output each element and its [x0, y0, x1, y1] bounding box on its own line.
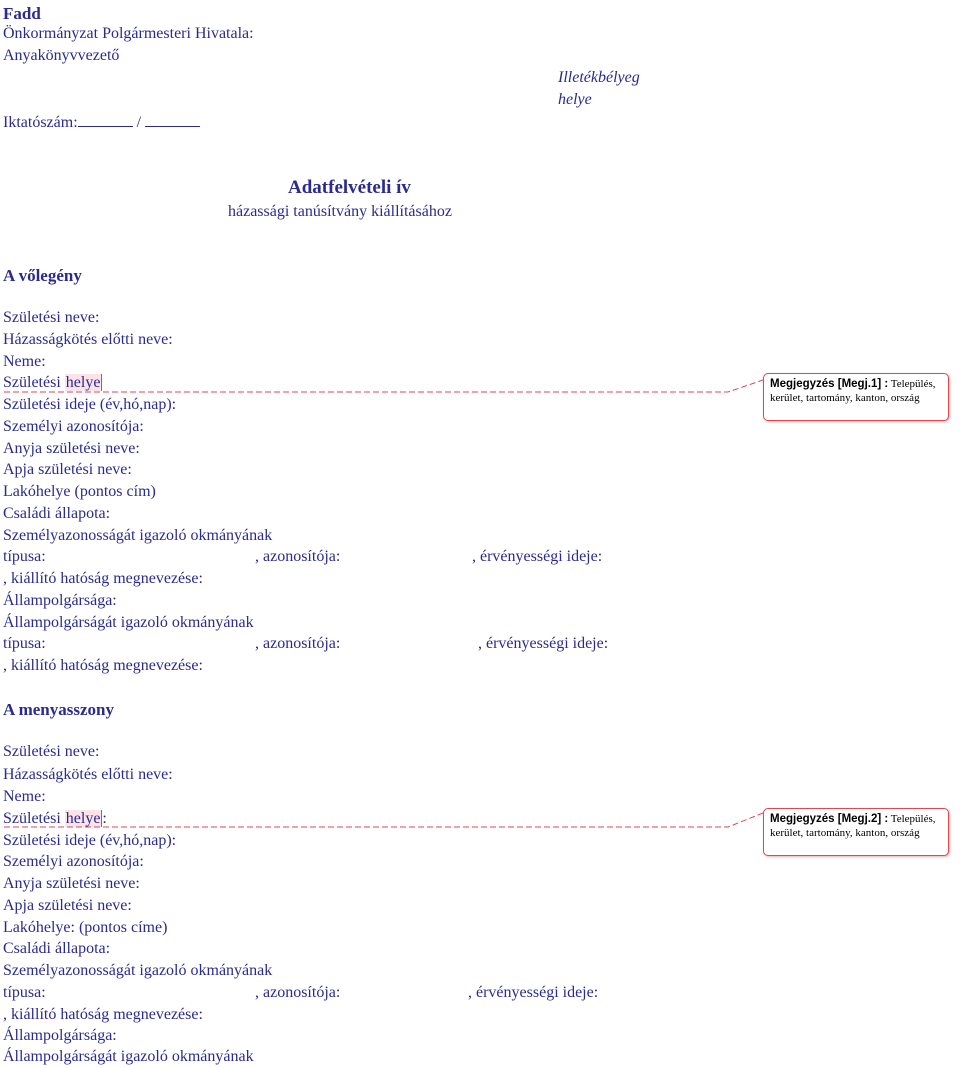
groom-father-name: Apja születési neve:	[3, 461, 132, 478]
bride-sex: Neme:	[3, 788, 46, 805]
comment-balloon-1[interactable]	[763, 373, 949, 421]
groom-id-validity: , érvényességi ideje:	[472, 548, 603, 565]
groom-marital-status: Családi állapota:	[3, 505, 111, 522]
groom-residence: Lakóhelye (pontos cím)	[3, 483, 156, 500]
bride-birthplace-label: Születési	[3, 810, 65, 827]
groom-mother-name: Anyja születési neve:	[3, 440, 140, 457]
groom-cit-issuer: , kiállító hatóság megnevezése:	[3, 657, 203, 674]
bride-birthplace-colon: :	[102, 810, 107, 827]
document-subtitle: házassági tanúsítvány kiállításához	[228, 203, 452, 220]
groom-birth-name: Születési neve:	[3, 309, 100, 326]
bride-birthplace-highlight[interactable]: helye	[65, 810, 101, 827]
groom-citizenship-document: Állampolgárságát igazoló okmányának	[3, 614, 254, 631]
bride-father-name: Apja születési neve:	[3, 897, 132, 914]
registry-separator: /	[136, 114, 142, 131]
groom-id-number: , azonosítója:	[255, 548, 341, 565]
bride-birthdate: Születési ideje (év,hó,nap):	[3, 832, 177, 849]
document-title: Adatfelvételi ív	[288, 177, 411, 198]
groom-cit-number: , azonosítója:	[255, 635, 341, 652]
groom-birthplace-label: Születési	[3, 374, 65, 391]
groom-id-issuer: , kiállító hatóság megnevezése:	[3, 570, 203, 587]
comment-balloon-2[interactable]	[763, 808, 949, 856]
stamp-line2: helye	[558, 91, 592, 108]
bride-id-issuer: , kiállító hatóság megnevezése:	[3, 1006, 203, 1023]
bride-birth-name: Születési neve:	[3, 743, 100, 760]
comment-2-text: Település, kerület, tartomány, kanton, ország	[770, 813, 936, 839]
comment-1-label: Megjegyzés [Megj.1] :	[770, 378, 889, 390]
groom-citizenship: Állampolgársága:	[3, 592, 117, 609]
groom-cit-type: típusa:	[3, 635, 46, 652]
registry-label: Iktatószám:	[3, 114, 78, 131]
groom-cit-validity: , érvényességi ideje:	[478, 635, 609, 652]
bride-marital-status: Családi állapota:	[3, 940, 111, 957]
bride-pre-marriage-name: Házasságkötés előtti neve:	[3, 766, 173, 783]
office-name: Fadd	[3, 4, 41, 23]
groom-id-type: típusa:	[3, 548, 46, 565]
bride-personal-id: Személyi azonosítója:	[3, 853, 144, 870]
bride-id-document: Személyazonosságát igazoló okmányának	[3, 962, 273, 979]
comment-1-text: Település, kerület, tartomány, kanton, ország	[770, 378, 936, 404]
groom-heading: A vőlegény	[3, 266, 82, 285]
comment-2-connector	[4, 813, 763, 827]
office-line1: Önkormányzat Polgármesteri Hivatala:	[3, 25, 254, 42]
stamp-line1: Illetékbélyeg	[558, 69, 640, 86]
comment-2-label: Megjegyzés [Megj.2] :	[770, 813, 889, 825]
bride-id-number: , azonosítója:	[255, 984, 341, 1001]
groom-sex: Neme:	[3, 353, 46, 370]
bride-heading: A menyasszony	[3, 700, 114, 719]
groom-personal-id: Személyi azonosítója:	[3, 418, 144, 435]
groom-pre-marriage-name: Házasságkötés előtti neve:	[3, 331, 173, 348]
groom-birthdate: Születési ideje (év,hó,nap):	[3, 396, 177, 413]
bride-id-type: típusa:	[3, 984, 46, 1001]
groom-id-document: Személyazonosságát igazoló okmányának	[3, 527, 273, 544]
bride-citizenship: Állampolgársága:	[3, 1027, 117, 1044]
bride-mother-name: Anyja születési neve:	[3, 875, 140, 892]
bride-residence: Lakóhelye: (pontos címe)	[3, 919, 168, 936]
office-line2: Anyakönyvvezető	[3, 47, 120, 64]
groom-birthplace-highlight[interactable]: helye	[65, 374, 101, 391]
bride-id-validity: , érvényességi ideje:	[468, 984, 599, 1001]
bride-citizenship-document: Állampolgárságát igazoló okmányának	[3, 1048, 254, 1065]
comment-1-connector	[4, 380, 763, 392]
